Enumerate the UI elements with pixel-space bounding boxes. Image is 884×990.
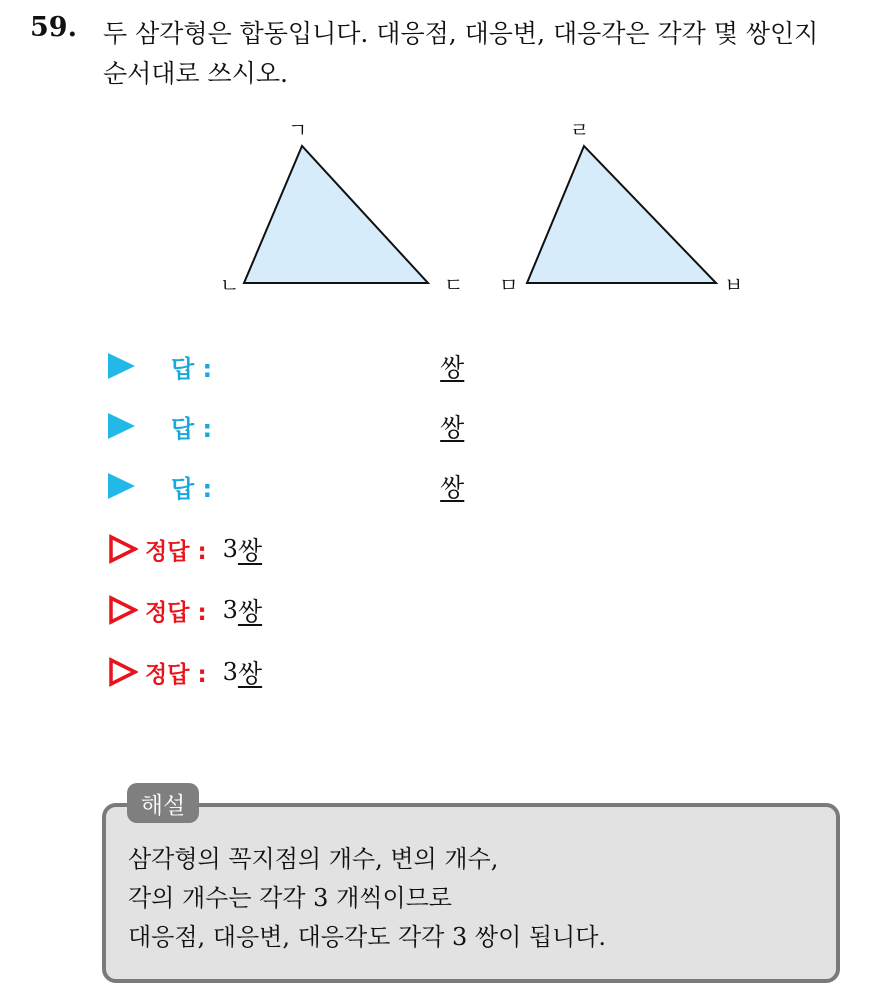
- correct-answer-row: [108, 590, 262, 630]
- answer-unit: 쌍: [440, 473, 465, 502]
- explanation-line: 각의 개수는 각각 3 개씩이므로: [128, 884, 452, 912]
- correct-value: 3: [222, 658, 238, 686]
- explanation-text: [128, 840, 606, 957]
- answer-row: [108, 406, 464, 446]
- correct-arrow-icon: [108, 657, 138, 687]
- left-triangle: [244, 146, 428, 283]
- correct-arrow-icon: [108, 595, 138, 625]
- correct-arrow-icon: [108, 534, 138, 564]
- correct-value: 3: [222, 596, 238, 624]
- answer-arrow-icon: [108, 413, 135, 439]
- answer-row: [108, 346, 464, 386]
- correct-unit: 쌍: [237, 536, 263, 565]
- answer-arrow-icon: [108, 473, 135, 499]
- vertex-label-nieun: ㄴ: [220, 273, 240, 297]
- answer-unit: 쌍: [440, 413, 465, 442]
- vertex-label-bieup: ㅂ: [724, 273, 744, 297]
- explanation-tag: 해설: [127, 783, 199, 823]
- answer-label: 답 :: [171, 414, 213, 443]
- correct-label: 정답 :: [145, 538, 207, 565]
- correct-answer-row: [108, 529, 262, 569]
- question-line-1: 두 삼각형은 합동입니다. 대응점, 대응변, 대응각은 각각 몇 쌍인지: [103, 19, 819, 48]
- answer-label: 답 :: [171, 474, 213, 503]
- answer-unit: 쌍: [440, 353, 465, 382]
- congruent-triangles-figure: [0, 0, 884, 320]
- question-number: 59.: [30, 12, 77, 43]
- correct-answer-row: [108, 652, 262, 692]
- correct-label: 정답 :: [145, 599, 207, 626]
- correct-unit: 쌍: [237, 659, 263, 688]
- vertex-label-digeut: ㄷ: [444, 273, 464, 297]
- vertex-label-rieul: ㄹ: [570, 118, 590, 142]
- answer-label: 답 :: [171, 354, 213, 383]
- vertex-label-mieum: ㅁ: [499, 273, 519, 297]
- explanation-line: 삼각형의 꼭지점의 개수, 변의 개수,: [128, 845, 499, 873]
- answer-arrow-icon: [108, 353, 135, 379]
- correct-unit: 쌍: [237, 597, 263, 626]
- vertex-label-giyeok: ㄱ: [288, 118, 308, 142]
- answer-row: [108, 466, 464, 506]
- explanation-line: 대응점, 대응변, 대응각도 각각 3 쌍이 됩니다.: [128, 923, 607, 951]
- correct-label: 정답 :: [145, 661, 207, 688]
- right-triangle: [527, 146, 716, 283]
- correct-value: 3: [222, 535, 238, 563]
- question-line-2: 순서대로 쓰시오.: [103, 59, 288, 88]
